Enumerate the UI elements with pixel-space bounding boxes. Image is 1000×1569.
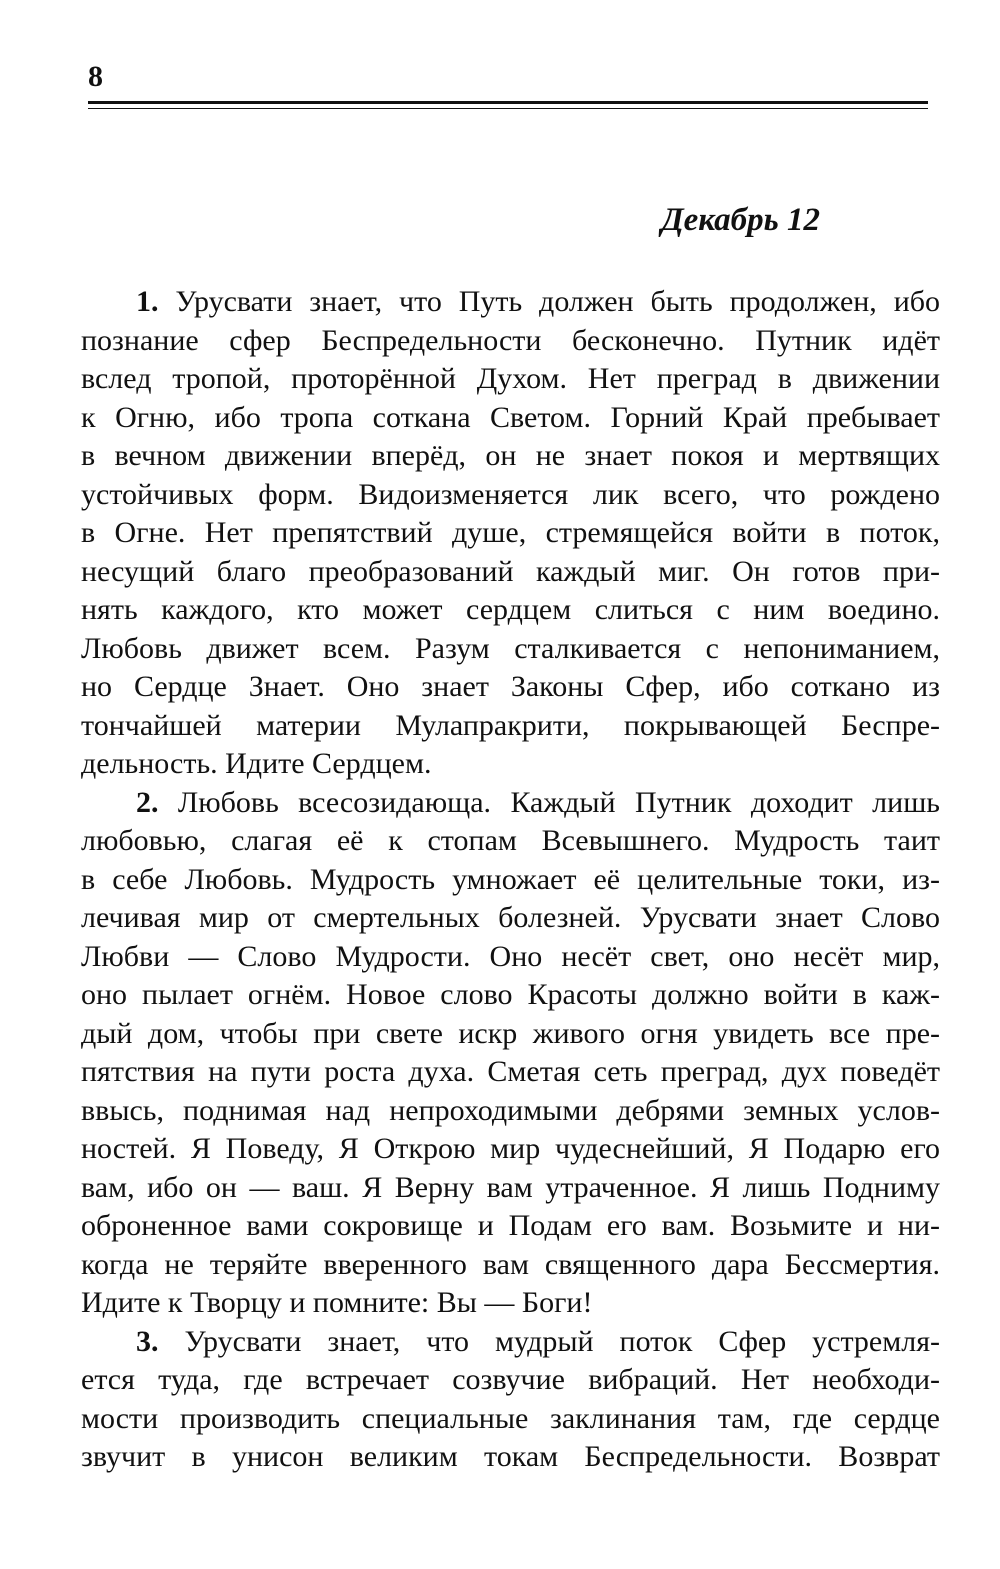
- line-text: несущий благо преобразований каждый миг. Он готов при-: [81, 554, 940, 588]
- line-text: оброненное вами сокровище и Подам его вам. Возьмите и ни-: [81, 1209, 940, 1242]
- text-line: [81, 476, 940, 515]
- text-line: [81, 899, 940, 938]
- text-line: [81, 283, 940, 322]
- line-text: познание сфер Беспредельности бесконечно. Путник идёт: [81, 323, 940, 357]
- paragraph-number: 2.: [136, 785, 159, 819]
- text-line: [81, 668, 940, 707]
- line-text: мости производить специальные заклинания там, где сердце: [81, 1401, 940, 1435]
- page-number: 8: [88, 60, 103, 93]
- line-text: пятствия на пути роста духа. Сметая сеть преград, дух поведёт: [81, 1055, 940, 1088]
- line-text: в Огне. Нет препятствий душе, стремящейся войти в поток,: [81, 516, 940, 549]
- paragraph-number: 1.: [136, 285, 159, 318]
- line-text: но Сердце Знает. Оно знает Законы Сфер, ибо соткано из: [81, 670, 940, 703]
- text-line: [81, 822, 940, 861]
- line-text: вслед тропой, проторённой Духом. Нет преград в движении: [81, 362, 940, 395]
- text-line: [81, 1361, 940, 1400]
- text-line: [81, 399, 940, 438]
- line-text: Любовь всесозидающа. Каждый Путник доходит лишь: [177, 785, 940, 819]
- line-text: устойчивых форм. Видоизменяется лик всего, что рождено: [81, 477, 940, 511]
- text-line: [81, 1323, 940, 1362]
- line-text: когда не теряйте вверенного вам священного дара Бессмертия.: [81, 1247, 940, 1281]
- text-line: [81, 1284, 940, 1323]
- line-text: ввысь, поднимая над непроходимыми дебрями земных услов-: [81, 1093, 940, 1127]
- text-line: [81, 322, 940, 361]
- paragraph-number: 3.: [136, 1324, 159, 1358]
- line-text: Любви — Слово Мудрости. Оно несёт свет, оно несёт мир,: [81, 939, 940, 973]
- paragraph: [81, 784, 940, 1323]
- text-line: [81, 745, 940, 784]
- text-line: [81, 784, 940, 823]
- line-text: Урусвати знает, что Путь должен быть продолжен, ибо: [175, 285, 940, 318]
- text-line: [81, 1053, 940, 1092]
- line-text: Идите к Творцу и помните: Вы — Боги!: [81, 1286, 593, 1319]
- line-text: звучит в унисон великим токам Беспредельности. Возврат: [81, 1440, 940, 1473]
- line-text: Любовь движет всем. Разум сталкивается с непониманием,: [81, 631, 940, 665]
- line-text: в себе Любовь. Мудрость умножает её целительные токи, из-: [81, 862, 940, 896]
- line-text: к Огню, ибо тропа соткана Светом. Горний Край пребывает: [81, 400, 940, 434]
- text-line: [81, 514, 940, 553]
- text-line: [81, 1015, 940, 1054]
- line-text: тончайшей материи Мулапракрити, покрывающей Беспре-: [81, 708, 940, 742]
- text-line: [81, 1207, 940, 1246]
- paragraph: [81, 1323, 940, 1477]
- header-rule-thick: [88, 101, 928, 104]
- line-text: ностей. Я Поведу, Я Открою мир чудеснейший, Я Подарю его: [81, 1132, 940, 1165]
- line-text: любовью, слагая её к стопам Всевышнего. Мудрость таит: [81, 824, 940, 857]
- line-text: оно пылает огнём. Новое слово Красоты должно войти в каж-: [81, 978, 940, 1011]
- text-line: [81, 1246, 940, 1285]
- text-line: [81, 707, 940, 746]
- body-text: [81, 283, 940, 1477]
- text-line: [81, 437, 940, 476]
- line-text: дельность. Идите Сердцем.: [81, 747, 432, 780]
- text-line: [81, 553, 940, 592]
- text-line: [81, 1092, 940, 1131]
- text-line: [81, 1400, 940, 1439]
- text-line: [81, 630, 940, 669]
- line-text: ется туда, где встречает созвучие вибраций. Нет необходи-: [81, 1363, 940, 1396]
- paragraph: [81, 283, 940, 784]
- line-text: нять каждого, кто может сердцем слиться с ним воедино.: [81, 593, 940, 626]
- text-line: [81, 1438, 940, 1477]
- text-line: [81, 861, 940, 900]
- text-line: [81, 1130, 940, 1169]
- text-line: [81, 360, 940, 399]
- text-line: [81, 938, 940, 977]
- date-heading: Декабрь 12: [661, 202, 820, 238]
- line-text: лечивая мир от смертельных болезней. Урусвати знает Слово: [81, 901, 940, 934]
- text-line: [81, 591, 940, 630]
- line-text: вам, ибо он — ваш. Я Верну вам утраченное. Я лишь Подниму: [81, 1170, 940, 1204]
- text-line: [81, 976, 940, 1015]
- line-text: в вечном движении вперёд, он не знает покоя и мертвящих: [81, 439, 940, 472]
- header-rule-thin: [88, 108, 928, 109]
- text-line: [81, 1169, 940, 1208]
- line-text: Урусвати знает, что мудрый поток Сфер устремля-: [184, 1324, 940, 1358]
- line-text: дый дом, чтобы при свете искр живого огня увидеть все пре-: [81, 1016, 940, 1050]
